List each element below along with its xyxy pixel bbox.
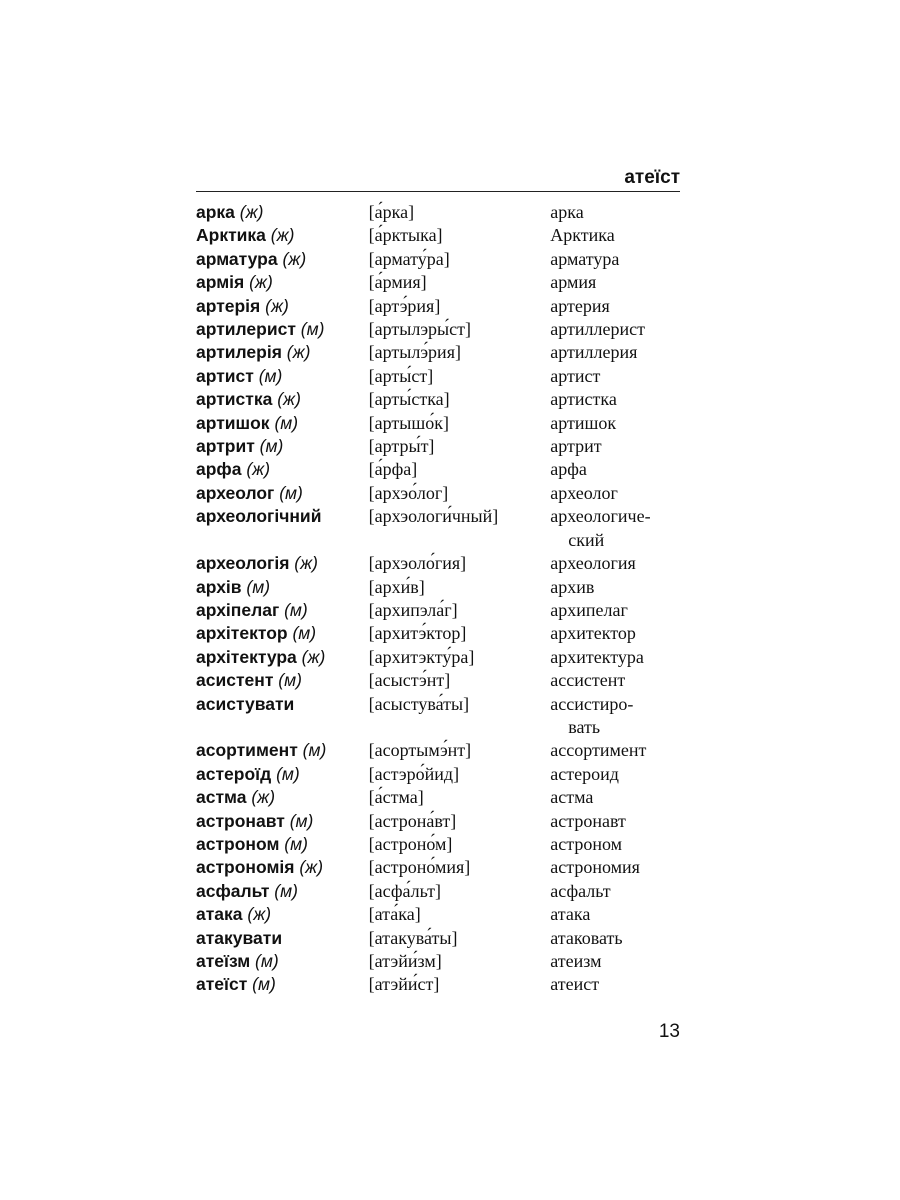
entry-translation: астроном — [550, 833, 623, 854]
entry-transcription: [артры́т] — [368, 436, 435, 457]
dictionary-entry — [196, 388, 680, 411]
entry-transcription: [арты́ст] — [368, 365, 434, 386]
entry-headword-cell — [196, 224, 369, 247]
entry-headword: артрит — [196, 436, 255, 457]
entry-headword: астронавт — [196, 810, 285, 831]
entry-gender: (ж) — [265, 295, 289, 316]
entry-gender: (ж) — [247, 904, 272, 925]
entry-headword: атеїзм — [196, 951, 251, 971]
dictionary-entry — [196, 201, 680, 224]
entry-translation-cell — [550, 786, 680, 809]
dictionary-entry — [196, 412, 680, 435]
entry-transcription: [артылэ́рия] — [368, 342, 461, 363]
entry-translation: Арктика — [550, 225, 615, 246]
entry-headword-cell — [196, 505, 369, 552]
entry-gender: (м) — [289, 810, 314, 831]
dictionary-entry — [196, 224, 680, 247]
entry-translation: артрит — [550, 436, 602, 457]
entry-headword-cell — [196, 341, 369, 364]
entry-translation: архитектура — [550, 646, 644, 667]
entry-translation: астронавт — [550, 810, 626, 831]
entry-headword-cell — [196, 435, 369, 458]
entry-translation-cell — [550, 763, 680, 786]
entry-translation-cell — [550, 388, 680, 411]
dictionary-entry — [196, 856, 680, 879]
entry-transcription: [артышо́к] — [368, 412, 449, 433]
entry-gender: (м) — [274, 412, 299, 433]
dictionary-entry — [196, 365, 680, 388]
entry-gender: (ж) — [282, 248, 307, 269]
entry-headword: арка — [196, 202, 235, 222]
entry-headword: архітектура — [196, 646, 297, 667]
entry-headword-cell — [196, 739, 369, 762]
entry-headword: археологія — [196, 553, 290, 574]
entry-gender: (ж) — [251, 787, 276, 808]
entry-gender: (ж) — [286, 342, 311, 363]
entry-translation-continuation: ский — [568, 529, 605, 550]
entry-translation-cell — [550, 833, 680, 856]
entry-gender: (м) — [278, 670, 302, 691]
entry-translation-cell — [550, 248, 680, 271]
entry-translation-cell — [550, 224, 680, 247]
entry-headword: археологічний — [196, 506, 322, 527]
entry-transcription: [артэ́рия] — [368, 295, 441, 316]
entry-gender: (ж) — [246, 459, 271, 480]
entry-headword: арматура — [196, 248, 278, 269]
dictionary-entries — [196, 201, 680, 997]
dictionary-entry — [196, 669, 680, 692]
entry-gender: (ж) — [301, 646, 326, 667]
entry-transcription: [а́рфа] — [368, 459, 418, 480]
entry-transcription: [атакува́ты] — [368, 927, 458, 948]
entry-gender: (ж) — [249, 272, 273, 293]
dictionary-entry — [196, 622, 680, 645]
dictionary-entry — [196, 248, 680, 271]
entry-translation: артистка — [550, 389, 617, 410]
dictionary-entry — [196, 482, 680, 505]
page-number: 13 — [658, 1021, 680, 1042]
entry-translation: архив — [550, 576, 595, 597]
entry-translation-cell — [550, 435, 680, 458]
entry-headword: артист — [196, 365, 254, 386]
entry-transcription: [архитэкту́ра] — [368, 646, 475, 667]
dictionary-entry — [196, 786, 680, 809]
entry-headword: артилерія — [196, 342, 282, 363]
dictionary-entry — [196, 763, 680, 786]
entry-translation-cell — [550, 622, 680, 645]
entry-translation: ассистиро- — [550, 693, 634, 714]
entry-translation-cell — [550, 482, 680, 505]
entry-gender: (м) — [284, 599, 308, 620]
entry-headword-cell — [196, 693, 369, 740]
entry-translation: артиллерия — [550, 342, 638, 363]
entry-headword: астма — [196, 787, 247, 808]
dictionary-entry — [196, 927, 680, 950]
entry-headword-cell — [196, 856, 369, 879]
entry-translation-cell — [550, 880, 680, 903]
entry-headword-cell — [196, 295, 369, 318]
entry-headword: архітектор — [196, 623, 288, 644]
entry-headword-cell — [196, 833, 369, 856]
dictionary-entry — [196, 833, 680, 856]
running-head: атеїст — [624, 167, 680, 188]
entry-translation: арка — [550, 202, 584, 222]
entry-headword-cell — [196, 458, 369, 481]
entry-headword-cell — [196, 271, 369, 294]
entry-gender: (м) — [302, 740, 327, 761]
entry-headword: асортимент — [196, 740, 298, 761]
entry-headword: архіпелаг — [196, 599, 280, 620]
entry-transcription: [артылэры́ст] — [368, 319, 471, 340]
entry-headword-cell — [196, 950, 369, 973]
entry-translation: артишок — [550, 412, 617, 433]
entry-headword: астрономія — [196, 857, 295, 878]
entry-gender: (м) — [258, 365, 283, 386]
entry-headword-cell — [196, 248, 369, 271]
entry-headword-cell — [196, 365, 369, 388]
entry-headword-cell — [196, 412, 369, 435]
entry-transcription: [а́рмия] — [368, 272, 427, 293]
entry-gender: (м) — [252, 974, 276, 995]
entry-transcription: [а́рктыка] — [368, 225, 443, 246]
entry-headword-cell — [196, 599, 369, 622]
entry-translation: астрономия — [550, 857, 640, 878]
entry-headword: астероїд — [196, 763, 272, 784]
entry-headword-cell — [196, 576, 369, 599]
dictionary-entry — [196, 693, 680, 740]
entry-translation: арфа — [550, 459, 587, 480]
entry-translation: армия — [550, 272, 597, 293]
entry-translation-cell — [550, 271, 680, 294]
entry-translation-cell — [550, 295, 680, 318]
entry-transcription: [а́стма] — [368, 787, 424, 808]
entry-translation-cell — [550, 341, 680, 364]
entry-headword-cell — [196, 903, 369, 926]
entry-translation-cell — [550, 903, 680, 926]
dictionary-entry — [196, 646, 680, 669]
entry-headword: атакувати — [196, 927, 283, 948]
entry-headword: арфа — [196, 459, 242, 480]
entry-gender: (м) — [292, 623, 317, 644]
entry-headword-cell — [196, 786, 369, 809]
entry-translation-cell — [550, 973, 680, 996]
entry-headword: астроном — [196, 833, 280, 854]
entry-headword: асфальт — [196, 880, 270, 901]
dictionary-entry — [196, 950, 680, 973]
entry-translation-cell — [550, 599, 680, 622]
entry-translation: археологиче- — [550, 506, 651, 527]
entry-translation: астероид — [550, 763, 619, 784]
entry-gender: (м) — [255, 951, 279, 971]
entry-headword: артилерист — [196, 319, 296, 340]
entry-transcription: [архитэ́ктор] — [368, 623, 467, 644]
header-rule — [196, 191, 680, 192]
entry-translation-continuation: вать — [568, 716, 601, 737]
dictionary-entry — [196, 341, 680, 364]
entry-transcription: [армату́ра] — [368, 248, 450, 269]
entry-translation: арматура — [550, 248, 620, 269]
entry-translation: астма — [550, 787, 594, 808]
entry-headword-cell — [196, 763, 369, 786]
entry-translation-cell — [550, 669, 680, 692]
entry-translation-cell — [550, 505, 680, 552]
entry-transcription: [архэоло́гия] — [368, 553, 467, 574]
dictionary-entry — [196, 739, 680, 762]
entry-transcription: [астэро́йид] — [368, 763, 460, 784]
dictionary-entry — [196, 435, 680, 458]
entry-gender: (ж) — [239, 202, 264, 222]
entry-gender: (м) — [276, 763, 300, 784]
entry-headword: Арктика — [196, 225, 266, 246]
entry-transcription: [атэйи́ст] — [368, 974, 440, 995]
entry-headword-cell — [196, 482, 369, 505]
entry-gender: (ж) — [277, 389, 301, 410]
entry-translation: артист — [550, 365, 601, 386]
entry-headword: атака — [196, 904, 243, 925]
entry-transcription: [астроно́мия] — [368, 857, 471, 878]
entry-translation-cell — [550, 856, 680, 879]
entry-translation-cell — [550, 458, 680, 481]
entry-transcription: [астроно́м] — [368, 833, 453, 854]
entry-translation: атеист — [550, 974, 600, 995]
entry-translation-cell — [550, 365, 680, 388]
dictionary-entry — [196, 880, 680, 903]
entry-translation: артиллерист — [550, 319, 645, 340]
entry-transcription: [асортымэ́нт] — [368, 740, 472, 761]
entry-transcription: [атэйи́зм] — [368, 951, 442, 971]
entry-translation: архипелаг — [550, 599, 628, 620]
dictionary-entry — [196, 973, 680, 996]
dictionary-entry — [196, 903, 680, 926]
entry-headword: армія — [196, 272, 245, 293]
dictionary-entry — [196, 271, 680, 294]
entry-transcription: [арты́стка] — [368, 389, 450, 410]
dictionary-entry — [196, 599, 680, 622]
entry-translation: атаковать — [550, 927, 623, 948]
entry-translation: археология — [550, 553, 636, 574]
entry-gender: (м) — [284, 833, 308, 854]
entry-headword-cell — [196, 201, 369, 224]
entry-translation-cell — [550, 693, 680, 740]
entry-transcription: [астрона́вт] — [368, 810, 457, 831]
entry-headword-cell — [196, 669, 369, 692]
entry-translation-cell — [550, 576, 680, 599]
entry-translation: ассистент — [550, 670, 626, 691]
entry-translation: артерия — [550, 295, 610, 316]
entry-gender: (м) — [279, 482, 303, 503]
entry-headword-cell — [196, 880, 369, 903]
entry-headword: артистка — [196, 389, 273, 410]
entry-transcription: [архипэла́г] — [368, 599, 458, 620]
entry-transcription: [архэо́лог] — [368, 482, 449, 503]
entry-translation: асфальт — [550, 880, 611, 901]
entry-transcription: [асфа́льт] — [368, 880, 442, 901]
dictionary-entry — [196, 295, 680, 318]
dictionary-entry — [196, 458, 680, 481]
entry-headword: асистент — [196, 670, 274, 691]
entry-transcription: [архи́в] — [368, 576, 425, 597]
entry-headword-cell — [196, 552, 369, 575]
entry-gender: (м) — [300, 319, 325, 340]
entry-gender: (м) — [274, 880, 298, 901]
entry-headword: артерія — [196, 295, 261, 316]
entry-translation-cell — [550, 739, 680, 762]
entry-headword-cell — [196, 927, 369, 950]
entry-translation-cell — [550, 950, 680, 973]
entry-headword-cell — [196, 973, 369, 996]
entry-translation: ассортимент — [550, 740, 647, 761]
entry-transcription: [асыстэ́нт] — [368, 670, 451, 691]
entry-headword-cell — [196, 810, 369, 833]
dictionary-entry — [196, 505, 680, 552]
entry-gender: (ж) — [299, 857, 324, 878]
entry-translation: атака — [550, 904, 591, 925]
entry-headword-cell — [196, 388, 369, 411]
entry-translation-cell — [550, 646, 680, 669]
entry-headword-cell — [196, 622, 369, 645]
entry-translation: атеизм — [550, 951, 602, 971]
entry-translation-cell — [550, 201, 680, 224]
entry-translation-cell — [550, 318, 680, 341]
entry-headword-cell — [196, 318, 369, 341]
entry-translation-cell — [550, 927, 680, 950]
entry-gender: (ж) — [294, 553, 318, 574]
entry-translation-cell — [550, 552, 680, 575]
entry-transcription: [архэологи́чный] — [368, 506, 499, 527]
entry-transcription: [асыстува́ты] — [368, 693, 470, 714]
dictionary-entry — [196, 576, 680, 599]
entry-gender: (м) — [259, 436, 284, 457]
entry-headword: атеїст — [196, 974, 248, 995]
entry-translation: архитектор — [550, 623, 636, 644]
dictionary-entry — [196, 552, 680, 575]
entry-translation-cell — [550, 412, 680, 435]
entry-translation-cell — [550, 810, 680, 833]
entry-headword: артишок — [196, 412, 270, 433]
entry-transcription: [ата́ка] — [368, 904, 421, 925]
dictionary-entry — [196, 318, 680, 341]
entry-headword: археолог — [196, 482, 275, 503]
entry-gender: (м) — [246, 576, 271, 597]
entry-headword: архів — [196, 576, 242, 597]
entry-headword: асистувати — [196, 693, 295, 714]
entry-translation: археолог — [550, 482, 618, 503]
entry-transcription: [а́рка] — [368, 202, 415, 222]
entry-headword-cell — [196, 646, 369, 669]
dictionary-entry — [196, 810, 680, 833]
entry-gender: (ж) — [270, 225, 295, 246]
